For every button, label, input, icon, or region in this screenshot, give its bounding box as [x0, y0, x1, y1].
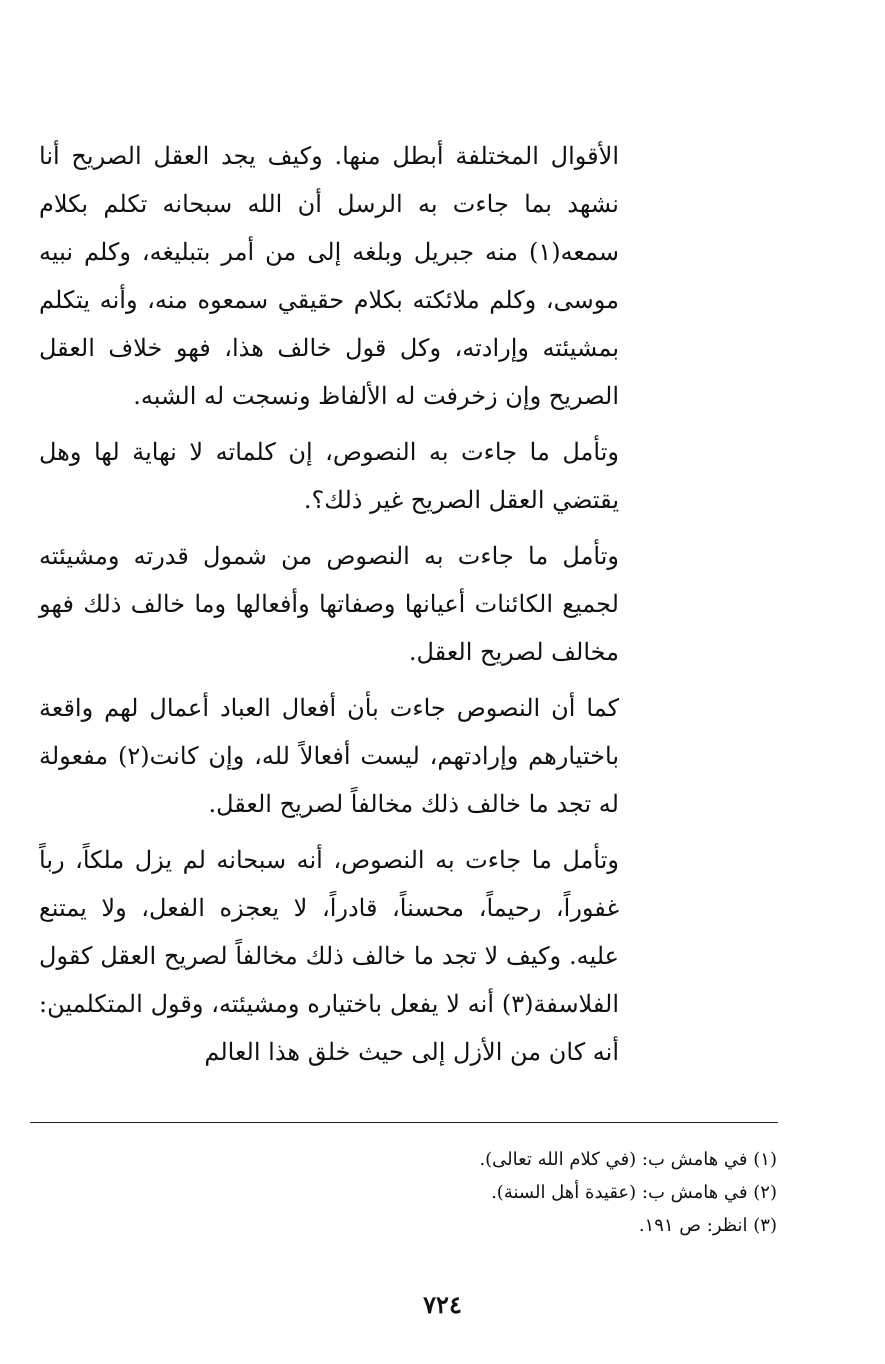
paragraph-5: وتأمل ما جاءت به النصوص، أنه سبحانه لم يزل ملكاً، رباً غفوراً، رحيماً، محسناً، قادراً، لا يعجزه الفعل، ولا يمتنع عليه. وكيف لا تجد ما خالف ذلك مخالفاً لصريح العقل كقول الفلاسفة(٣) أنه لا يفعل باختياره ومشيئته، وقول المتكلمين: أنه كان من الأزل إلى حيث خلق هذا العالم	[39, 846, 619, 1066]
footnote-3: (٣) انظر: ص ١٩١.	[638, 1215, 777, 1236]
footnote-2: (٢) في هامش ب: (عقيدة أهل السنة).	[491, 1182, 777, 1203]
paragraph-2: وتأمل ما جاءت به النصوص، إن كلماته لا نهاية لها وهل يقتضي العقل الصريح غير ذلك؟.	[39, 438, 619, 514]
paragraph-3: وتأمل ما جاءت به النصوص من شمول قدرته ومشيئته لجميع الكائنات أعيانها وصفاتها وأفعالها وما خالف ذلك فهو مخالف لصريح العقل.	[39, 542, 619, 666]
footnotes	[77, 1143, 777, 1242]
footnote-separator	[30, 1122, 778, 1123]
main-text	[39, 132, 619, 1084]
page-number: ٧٢٤	[423, 1290, 462, 1319]
paragraph-1: الأقوال المختلفة أبطل منها. وكيف يجد العقل الصريح أنا نشهد بما جاءت به الرسل أن الله سبحانه تكلم بكلام سمعه(١) منه جبريل وبلغه إلى من أمر بتبليغه، وكلم نبيه موسى، وكلم ملائكته بكلام حقيقي سمعوه منه، وأنه يتكلم بمشيئته وإرادته، وكل قول خالف هذا، فهو خلاف العقل الصريح وإن زخرفت له الألفاظ ونسجت له الشبه.	[39, 142, 619, 410]
paragraph-4: كما أن النصوص جاءت بأن أفعال العباد أعمال لهم واقعة باختيارهم وإرادتهم، ليست أفعالاً لله، وإن كانت(٢) مفعولة له تجد ما خالف ذلك مخالفاً لصريح العقل.	[39, 694, 619, 818]
footnote-1: (١) في هامش ب: (في كلام الله تعالى).	[479, 1149, 777, 1170]
